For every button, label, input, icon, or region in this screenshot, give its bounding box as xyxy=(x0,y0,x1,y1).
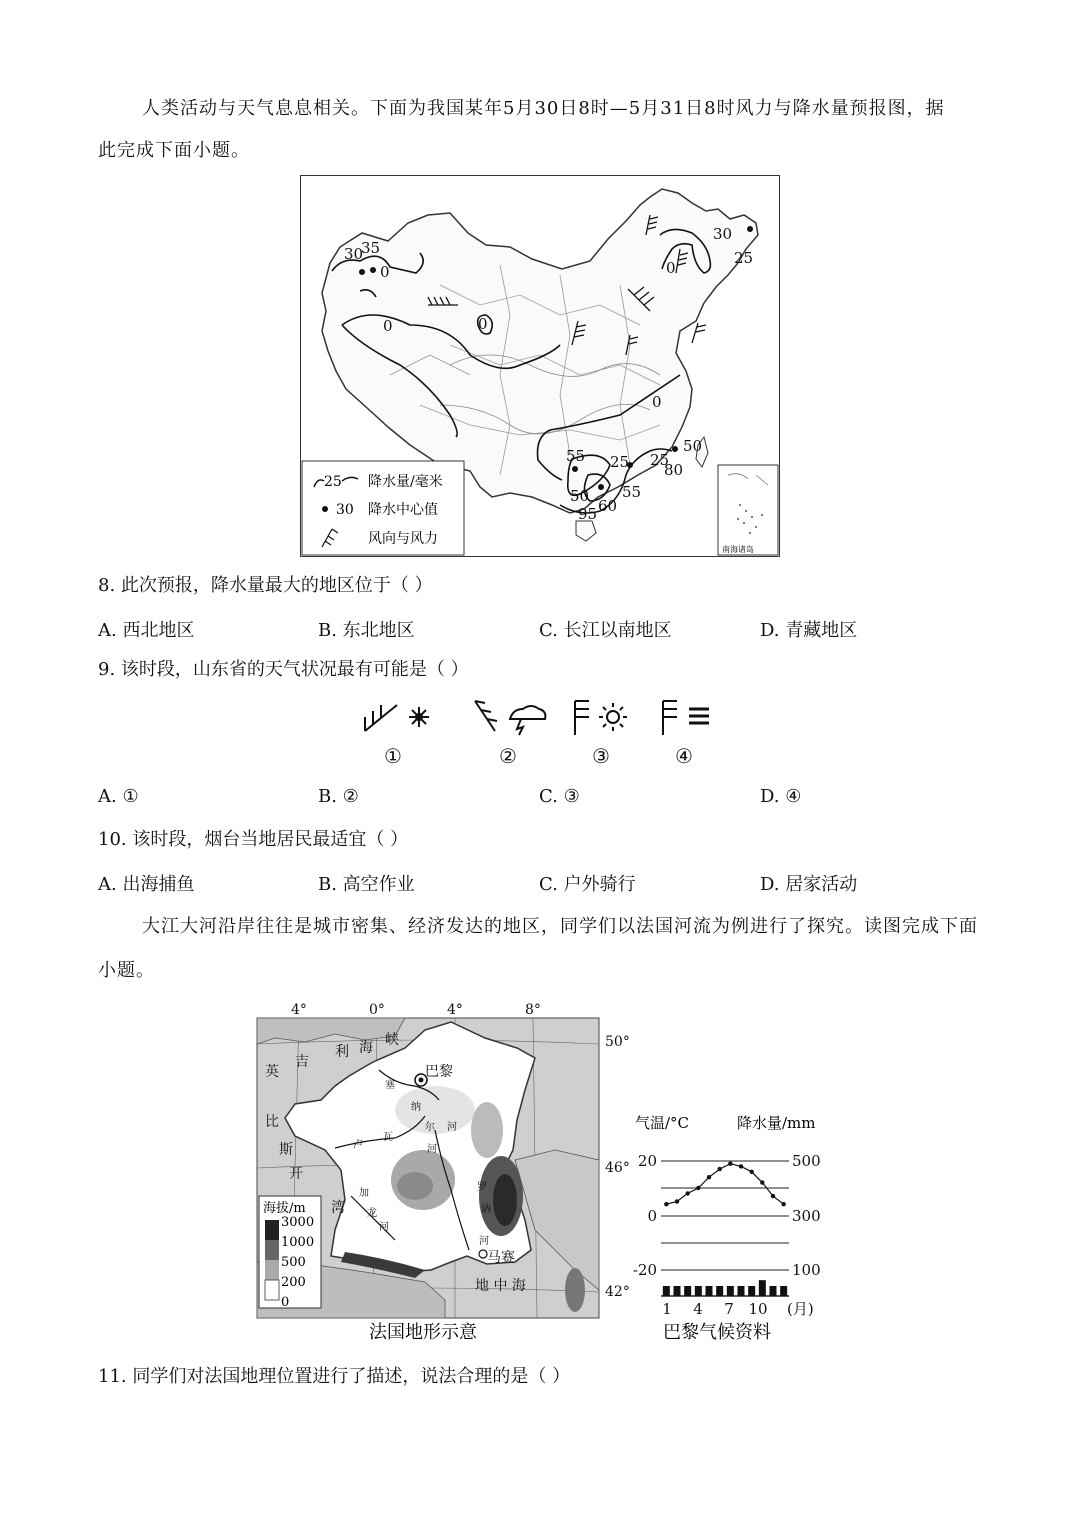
left-tick: 0 xyxy=(647,1207,657,1225)
q8-option-b[interactable]: B. 东北地区 xyxy=(318,620,415,641)
garonne-char: 加 xyxy=(359,1188,369,1199)
med-sea-label: 地 中 海 xyxy=(475,1278,526,1294)
q10-option-d[interactable]: D. 居家活动 xyxy=(760,874,858,895)
south-sea-inset xyxy=(718,465,778,555)
map1-label: 95 xyxy=(578,505,598,523)
loire-char: 卢 xyxy=(353,1140,363,1151)
left-tick: 20 xyxy=(637,1152,657,1170)
map1-label: 0 xyxy=(383,317,393,335)
seine-char: 纳 xyxy=(411,1102,421,1113)
thunderstorm-icon xyxy=(475,701,545,735)
q10-option-c[interactable]: C. 户外骑行 xyxy=(539,874,636,895)
france-terrain-map xyxy=(255,1000,635,1345)
map1-label: 0 xyxy=(652,393,662,411)
map1-label: 25 xyxy=(734,249,754,267)
precip-bar xyxy=(780,1286,787,1296)
left-axis-title: 气温/°C xyxy=(635,1114,690,1132)
q11-stem: 11. 同学们对法国地理位置进行了描述，说法合理的是（ ） xyxy=(98,1366,571,1387)
fog-icon xyxy=(663,701,709,735)
rhone-char: 讷 xyxy=(481,1204,491,1215)
map1-label: 25 xyxy=(650,451,670,469)
temp-point xyxy=(675,1199,679,1203)
legend-isoline-label: 降水量/毫米 xyxy=(368,474,443,490)
map1-label: 55 xyxy=(566,447,586,465)
intro-line-1: 人类活动与天气息息相关。下面为我国某年5月30日8时—5月31日8时风力与降水量预报图，据 xyxy=(142,98,945,119)
legend-value: 1000 xyxy=(281,1235,315,1250)
biscay-char: 比 xyxy=(265,1114,279,1130)
precip-bar xyxy=(716,1286,723,1296)
precip-bar xyxy=(759,1280,766,1296)
precip-bar xyxy=(674,1286,681,1296)
month-tick: 7 xyxy=(724,1300,734,1318)
map1-label: 80 xyxy=(664,461,684,479)
legend-title: 海拔/m xyxy=(263,1201,306,1216)
map1-label: 60 xyxy=(598,497,618,515)
right-tick: 300 xyxy=(792,1207,821,1225)
q10-option-a[interactable]: A. 出海捕鱼 xyxy=(98,874,195,895)
temp-point xyxy=(771,1194,775,1198)
symbol-label-4: ④ xyxy=(675,744,693,768)
q9-option-d[interactable]: D. ④ xyxy=(760,786,802,807)
map1-label: 0 xyxy=(478,315,488,333)
q8-option-d[interactable]: D. 青藏地区 xyxy=(760,620,858,641)
intro2-line-1: 大江大河沿岸往往是城市密集、经济发达的地区，同学们以法国河流为例进行了探究。读图完成下面 xyxy=(142,916,978,937)
temp-point xyxy=(717,1167,721,1171)
map1-label: 55 xyxy=(622,483,642,501)
strait-char: 吉 xyxy=(295,1054,309,1070)
temp-point xyxy=(739,1164,743,1168)
legend-value: 500 xyxy=(281,1255,306,1270)
weather-symbols xyxy=(355,695,725,775)
q9-stem: 9. 该时段，山东省的天气状况最有可能是（ ） xyxy=(98,659,469,680)
lon-label: 0° xyxy=(369,1002,385,1018)
loire-char: 河 xyxy=(427,1144,437,1155)
lon-label: 8° xyxy=(525,1002,541,1018)
legend-value: 200 xyxy=(281,1275,306,1290)
month-tick: 1 xyxy=(662,1300,672,1318)
strait-char: 英 xyxy=(265,1064,279,1080)
map1-label: 30 xyxy=(344,245,364,263)
right-axis-title: 降水量/mm xyxy=(737,1114,816,1132)
map1-label: 25 xyxy=(610,453,630,471)
map1-label: 50 xyxy=(683,437,703,455)
rhone-char: 河 xyxy=(479,1236,489,1247)
map1-label: 30 xyxy=(713,225,733,243)
map1-label: 35 xyxy=(361,239,381,257)
precip-bar xyxy=(706,1286,713,1296)
legend-center-label: 降水中心值 xyxy=(368,502,438,518)
marseille-label: 马赛 xyxy=(487,1250,515,1266)
map1-legend xyxy=(302,461,464,555)
q8-option-c[interactable]: C. 长江以南地区 xyxy=(539,620,672,641)
biscay-char: 开 xyxy=(289,1166,303,1182)
month-tick: (月) xyxy=(787,1300,814,1318)
symbol-label-1: ① xyxy=(384,744,402,768)
left-tick: -20 xyxy=(632,1261,657,1279)
rhone-char: 罗 xyxy=(477,1182,487,1193)
biscay-char: 湾 xyxy=(331,1200,345,1216)
china-forecast-map xyxy=(300,175,780,557)
temp-point xyxy=(696,1186,700,1190)
loire-char: 瓦 xyxy=(383,1132,393,1143)
symbol-label-3: ③ xyxy=(592,744,610,768)
legend-center-value: 30 xyxy=(336,502,354,518)
temp-point xyxy=(781,1202,785,1206)
garonne-char: 河 xyxy=(379,1222,389,1233)
legend-isoline-value: 25 xyxy=(324,474,342,490)
temp-point xyxy=(760,1180,764,1184)
biscay-char: 斯 xyxy=(279,1142,293,1158)
map1-label: 50 xyxy=(570,487,590,505)
intro-line-2: 此完成下面小题。 xyxy=(98,140,250,161)
legend-value: 0 xyxy=(281,1295,290,1310)
paris-label: 巴黎 xyxy=(425,1064,453,1080)
month-tick: 10 xyxy=(748,1300,768,1318)
precip-bar xyxy=(738,1286,745,1296)
symbol-label-2: ② xyxy=(499,744,517,768)
sunny-icon xyxy=(575,701,627,735)
q9-option-b[interactable]: B. ② xyxy=(318,786,359,807)
strait-char: 利 xyxy=(335,1044,349,1060)
temp-point xyxy=(707,1175,711,1179)
precip-bar xyxy=(770,1286,777,1296)
map1-label: 0 xyxy=(380,263,390,281)
precip-bar xyxy=(663,1286,670,1296)
legend-wind-label: 风向与风力 xyxy=(368,531,438,547)
right-tick: 100 xyxy=(792,1261,821,1279)
seine-char: 塞 xyxy=(385,1080,395,1091)
lat-label: 50° xyxy=(605,1034,630,1050)
q8-stem: 8. 此次预报，降水量最大的地区位于（ ） xyxy=(98,575,433,596)
paris-climate-chart xyxy=(625,1100,835,1345)
right-tick: 500 xyxy=(792,1152,821,1170)
lat-label: 46° xyxy=(605,1160,630,1176)
temp-point xyxy=(728,1162,732,1166)
precip-bar xyxy=(748,1286,755,1296)
temp-point xyxy=(664,1202,668,1206)
temp-point xyxy=(749,1170,753,1174)
map2-caption: 法国地形示意 xyxy=(369,1322,477,1343)
lon-label: 4° xyxy=(291,1002,307,1018)
q10-stem: 10. 该时段，烟台当地居民最适宜（ ） xyxy=(98,829,409,850)
loire-char: 尔 xyxy=(425,1122,435,1133)
climate-caption: 巴黎气候资料 xyxy=(663,1322,771,1343)
temp-point xyxy=(685,1191,689,1195)
month-tick: 4 xyxy=(693,1300,703,1318)
precip-bar xyxy=(684,1286,691,1296)
strait-char: 海 xyxy=(359,1040,373,1056)
precip-bar xyxy=(727,1286,734,1296)
q8-option-a[interactable]: A. 西北地区 xyxy=(98,620,195,641)
intro2-line-2: 小题。 xyxy=(98,960,155,981)
garonne-char: 龙 xyxy=(367,1208,377,1219)
lon-label: 4° xyxy=(447,1002,463,1018)
legend-value: 3000 xyxy=(281,1215,315,1230)
q9-option-c[interactable]: C. ③ xyxy=(539,786,580,807)
elevation-legend xyxy=(259,1196,321,1310)
q9-option-a[interactable]: A. ① xyxy=(98,786,139,807)
q10-option-b[interactable]: B. 高空作业 xyxy=(318,874,415,895)
seine-char: 河 xyxy=(447,1122,457,1133)
map1-label: 0 xyxy=(666,259,676,277)
inset-label: 南海诸岛 xyxy=(722,545,754,554)
lat-label: 42° xyxy=(605,1284,630,1300)
precip-bar xyxy=(695,1286,702,1296)
snow-icon xyxy=(365,705,429,731)
strait-char: 峡 xyxy=(385,1032,399,1048)
